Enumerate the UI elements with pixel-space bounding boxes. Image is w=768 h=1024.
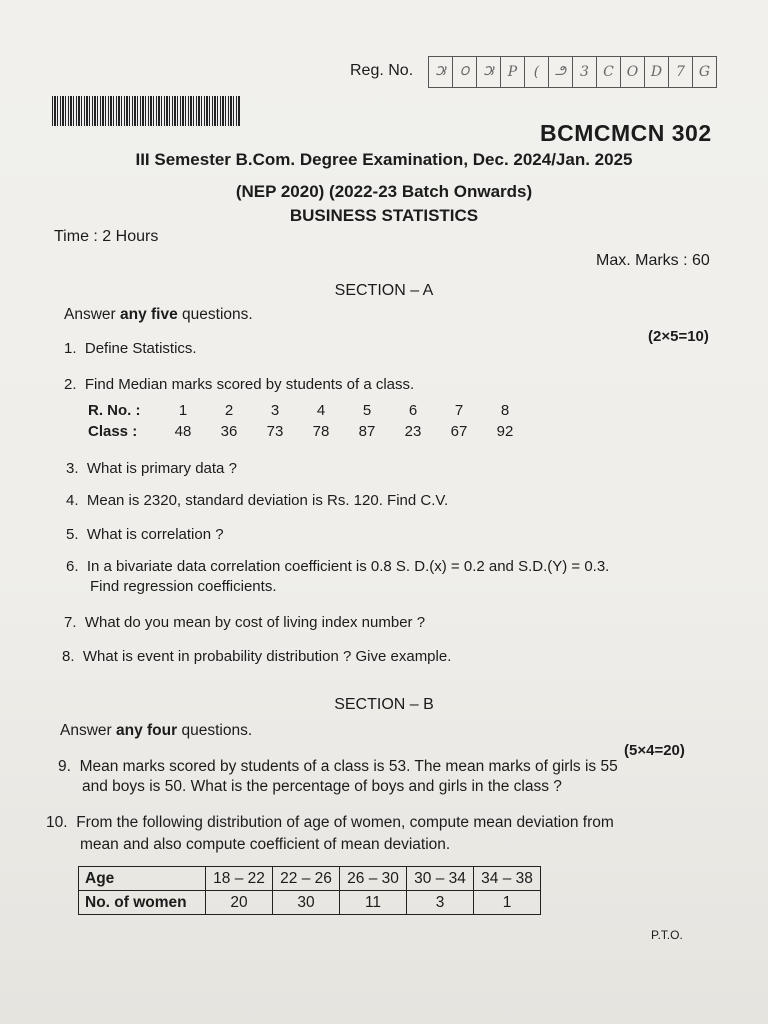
- question-number: 1.: [64, 340, 77, 357]
- row-label: R. No. :: [88, 402, 141, 419]
- question-6: [66, 558, 609, 575]
- time-allowed: Time : 2 Hours: [54, 228, 159, 245]
- women-cell: 11: [340, 891, 407, 915]
- section-b-instruction: [60, 722, 252, 740]
- exam-title: III Semester B.Com. Degree Examination, Dec. 2024/Jan. 2025: [135, 150, 633, 169]
- reg-digit: 7: [668, 56, 693, 88]
- question-text: Find Median marks scored by students of a class.: [84, 376, 415, 393]
- question-number: 8.: [62, 648, 75, 665]
- question-number: 6.: [66, 558, 79, 575]
- roll-cell: 1: [178, 402, 188, 419]
- instr-text: questions.: [177, 722, 253, 739]
- question-10-line2: mean and also compute coefficient of mean deviation.: [80, 836, 451, 853]
- women-cell: 3: [407, 891, 474, 915]
- question-9: [58, 758, 618, 776]
- age-cell: 22 – 26: [273, 867, 340, 891]
- question-number: 5.: [66, 526, 79, 543]
- roll-class-table: [88, 400, 528, 442]
- reg-digit: ౫: [428, 56, 453, 88]
- class-cell: 67: [450, 423, 468, 440]
- roll-cell: 2: [224, 402, 234, 419]
- question-6-line2: Find regression coefficients.: [90, 578, 277, 595]
- question-text: From the following distribution of age of women, compute mean deviation from: [76, 814, 614, 831]
- question-10: [46, 814, 614, 832]
- roll-cell: 4: [316, 402, 326, 419]
- roll-cell: 3: [270, 402, 280, 419]
- reg-digit: ౨: [548, 56, 573, 88]
- class-cell: 23: [404, 423, 422, 440]
- women-cell: 1: [474, 891, 541, 915]
- instr-bold: any four: [116, 722, 178, 739]
- instr-text: questions.: [177, 306, 253, 323]
- instr-text: Answer: [60, 722, 116, 739]
- age-cell: 34 – 38: [474, 867, 541, 891]
- question-5: [66, 526, 224, 543]
- age-cell: 30 – 34: [407, 867, 474, 891]
- roll-cell: 8: [500, 402, 510, 419]
- question-number: 10.: [46, 814, 68, 831]
- reg-digit: C: [596, 56, 621, 88]
- roll-cell: 7: [454, 402, 464, 419]
- question-7: [64, 614, 425, 631]
- exam-scheme: (NEP 2020) (2022-23 Batch Onwards): [235, 182, 533, 201]
- roll-cell: 6: [408, 402, 418, 419]
- row-label: Class :: [88, 423, 138, 440]
- reg-digit: P: [500, 56, 525, 88]
- class-cell: 36: [220, 423, 238, 440]
- question-3: [66, 460, 237, 477]
- reg-no-label: Reg. No.: [350, 62, 414, 79]
- reg-digit: G: [692, 56, 717, 88]
- question-text: What is correlation ?: [86, 526, 224, 543]
- question-4: [66, 492, 448, 509]
- max-marks: Max. Marks : 60: [596, 252, 710, 269]
- question-number: 7.: [64, 614, 77, 631]
- question-number: 3.: [66, 460, 79, 477]
- women-cell: 20: [206, 891, 273, 915]
- section-b-heading: SECTION – B: [334, 696, 434, 713]
- question-text: Mean is 2320, standard deviation is Rs. 120. Find C.V.: [86, 492, 449, 509]
- question-text: What do you mean by cost of living index number ?: [84, 614, 426, 631]
- barcode: [52, 96, 240, 126]
- table-header-age: Age: [79, 867, 206, 891]
- question-8: [62, 648, 451, 665]
- question-text: What is primary data ?: [86, 460, 237, 477]
- subject-title: BUSINESS STATISTICS: [289, 206, 479, 225]
- class-cell: 87: [358, 423, 376, 440]
- class-cell: 78: [312, 423, 330, 440]
- roll-row: [88, 400, 528, 421]
- instr-text: Answer: [64, 306, 120, 323]
- reg-digit: 3: [572, 56, 597, 88]
- class-cell: 73: [266, 423, 284, 440]
- class-row: [88, 421, 528, 442]
- question-text: What is event in probability distribution ? Give example.: [82, 648, 452, 665]
- roll-cell: 5: [362, 402, 372, 419]
- reg-no-boxes: [428, 56, 716, 88]
- reg-digit: ౫: [476, 56, 501, 88]
- women-row: [79, 891, 541, 915]
- women-cell: 30: [273, 891, 340, 915]
- question-9-line2: and boys is 50. What is the percentage of boys and girls in the class ?: [82, 778, 562, 795]
- question-1: [64, 340, 197, 357]
- section-a-heading: SECTION – A: [334, 282, 434, 299]
- class-cell: 92: [496, 423, 514, 440]
- pto-note: P.T.O.: [651, 928, 683, 942]
- class-cell: 48: [174, 423, 192, 440]
- paper-code: BCMCMCN 302: [540, 120, 712, 146]
- question-number: 2.: [64, 376, 77, 393]
- reg-digit: (: [524, 56, 549, 88]
- age-distribution-table: [78, 866, 541, 915]
- question-number: 9.: [58, 758, 71, 775]
- question-text: Define Statistics.: [84, 340, 197, 357]
- age-cell: 26 – 30: [340, 867, 407, 891]
- age-cell: 18 – 22: [206, 867, 273, 891]
- table-header-women: No. of women: [79, 891, 206, 915]
- question-number: 4.: [66, 492, 79, 509]
- age-row: [79, 867, 541, 891]
- section-a-marks: (2×5=10): [648, 328, 709, 345]
- reg-digit: D: [644, 56, 669, 88]
- section-b-marks: (5×4=20): [624, 742, 685, 759]
- section-a-instruction: [64, 306, 253, 324]
- question-2: [64, 376, 414, 393]
- question-text: Mean marks scored by students of a class is 53. The mean marks of girls is 55: [79, 758, 618, 775]
- instr-bold: any five: [120, 306, 178, 323]
- reg-digit: O: [620, 56, 645, 88]
- reg-digit: ౦: [452, 56, 477, 88]
- question-text: In a bivariate data correlation coefficient is 0.8 S. D.(x) = 0.2 and S.D.(Y) = 0.3.: [86, 558, 610, 575]
